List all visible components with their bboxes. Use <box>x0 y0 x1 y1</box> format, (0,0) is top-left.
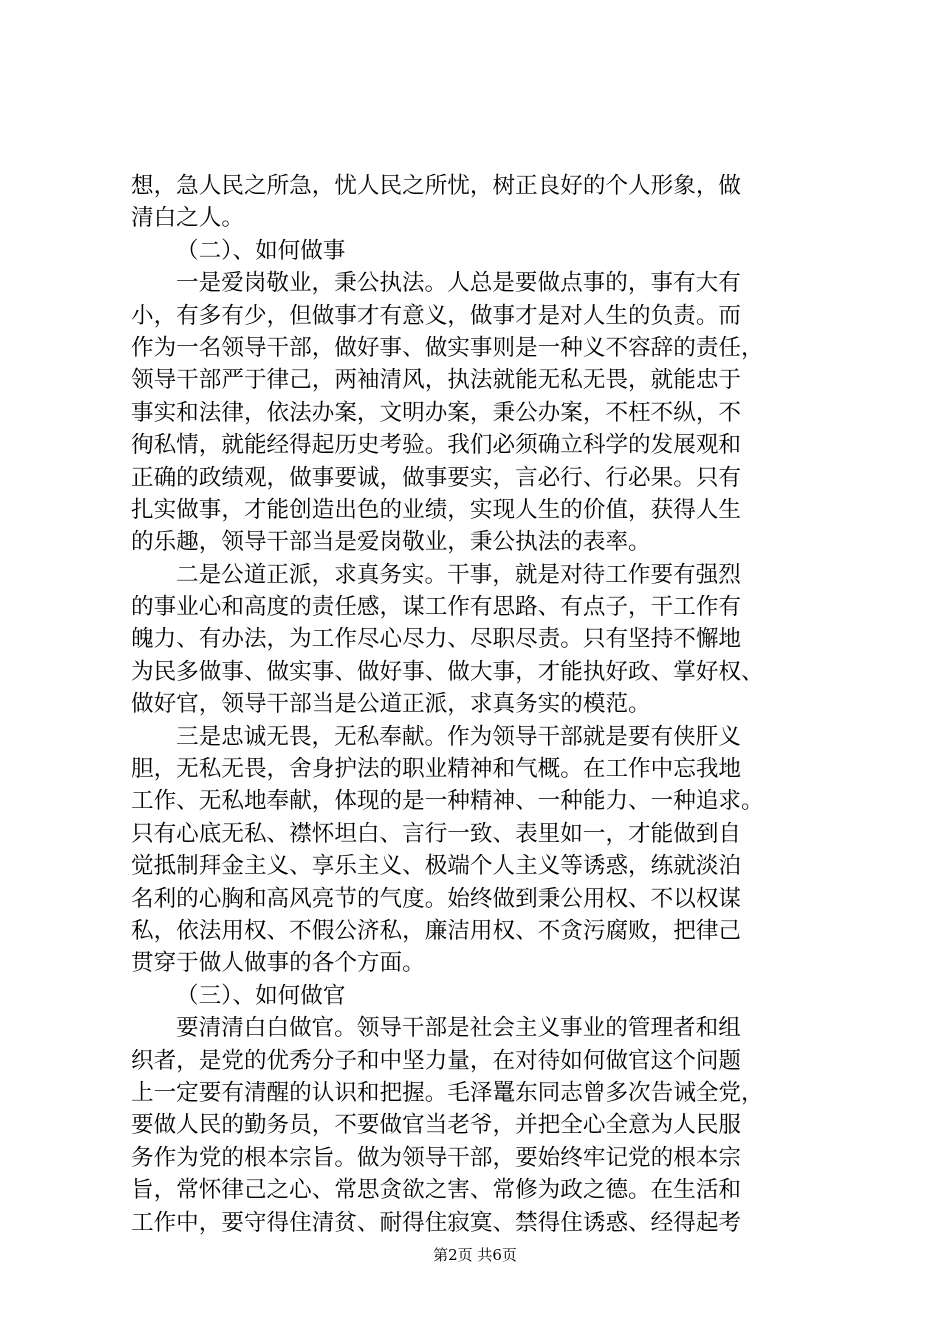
text-line: 上一定要有清醒的认识和把握。毛泽鼍东同志曾多次告诫全党， <box>131 1079 764 1106</box>
text-line: 为民多做事、做实事、做好事、做大事，才能执好政、掌好权、 <box>131 658 764 685</box>
text-line: 魄力、有办法，为工作尽心尽力、尽职尽责。只有坚持不懈地 <box>131 626 742 653</box>
text-line: 事实和法律，依法办案，文明办案，秉公办案，不枉不纵，不 <box>131 399 742 426</box>
text-line: 要做人民的勤务员，不要做官当老爷，并把全心全意为人民服 <box>131 1112 742 1139</box>
text-line: 的事业心和高度的责任感，谋工作有思路、有点子，干工作有 <box>131 594 742 621</box>
text-line: 清白之人。 <box>131 205 244 232</box>
text-line: 想，急人民之所急，忧人民之所忧，树正良好的个人形象，做 <box>131 173 742 199</box>
text-line: 胆，无私无畏，舍身护法的职业精神和气概。在工作中忘我地 <box>131 756 742 783</box>
text-line: 三是忠诚无畏，无私奉献。作为领导干部就是要有侠肝义 <box>176 723 741 750</box>
text-line: 作为一名领导干部，做好事、做实事则是一种义不容辞的责任， <box>131 334 764 361</box>
page-number-footer: 第2页 共6页 <box>433 1246 517 1264</box>
text-line: 贯穿于做人做事的各个方面。 <box>131 950 425 977</box>
text-line: 只有心底无私、襟怀坦白、言行一致、表里如一，才能做到自 <box>131 820 742 847</box>
text-line: 的乐趣，领导干部当是爱岗敬业，秉公执法的表率。 <box>131 529 651 556</box>
text-line: 领导干部严于律己，两袖清风，执法就能无私无畏，就能忠于 <box>131 367 742 394</box>
text-line: 工作中，要守得住清贫、耐得住寂寞、禁得住诱惑、经得起考 <box>131 1209 742 1236</box>
text-line: 私，依法用权、不假公济私，廉洁用权、不贪污腐败，把律己 <box>131 917 742 944</box>
text-line: 觉抵制拜金主义、享乐主义、极端个人主义等诱惑，练就淡泊 <box>131 853 742 880</box>
text-line: 要清清白白做官。领导干部是社会主义事业的管理者和组 <box>176 1015 741 1042</box>
text-line: 织者，是党的优秀分子和中坚力量，在对待如何做官这个问题 <box>131 1047 742 1074</box>
text-line: 徇私情，就能经得起历史考验。我们必须确立科学的发展观和 <box>131 432 742 459</box>
text-line: 小，有多有少，但做事才有意义，做事才是对人生的负责。而 <box>131 302 742 329</box>
text-line: 旨，常怀律己之心、常思贪欲之害、常修为政之德。在生活和 <box>131 1177 742 1204</box>
text-line: 二是公道正派，求真务实。干事，就是对待工作要有强烈 <box>176 561 741 588</box>
section-heading: （三）、如何做官 <box>176 982 346 1009</box>
text-line: 名利的心胸和高风亮节的气度。始终做到秉公用权、不以权谋 <box>131 885 742 912</box>
text-line: 工作、无私地奉献，体现的是一种精神、一种能力、一种追求。 <box>131 788 764 815</box>
text-line: 扎实做事，才能创造出色的业绩，实现人生的价值，获得人生 <box>131 496 742 523</box>
text-line: 务作为党的根本宗旨。做为领导干部，要始终牢记党的根本宗 <box>131 1144 742 1171</box>
document-body <box>131 170 831 1239</box>
section-heading: （二）、如何做事 <box>176 237 346 264</box>
text-line: 做好官，领导干部当是公道正派，求真务实的模范。 <box>131 691 651 718</box>
text-line: 一是爱岗敬业，秉公执法。人总是要做点事的，事有大有 <box>176 270 741 297</box>
text-line: 正确的政绩观，做事要诚，做事要实，言必行、行必果。只有 <box>131 464 742 491</box>
